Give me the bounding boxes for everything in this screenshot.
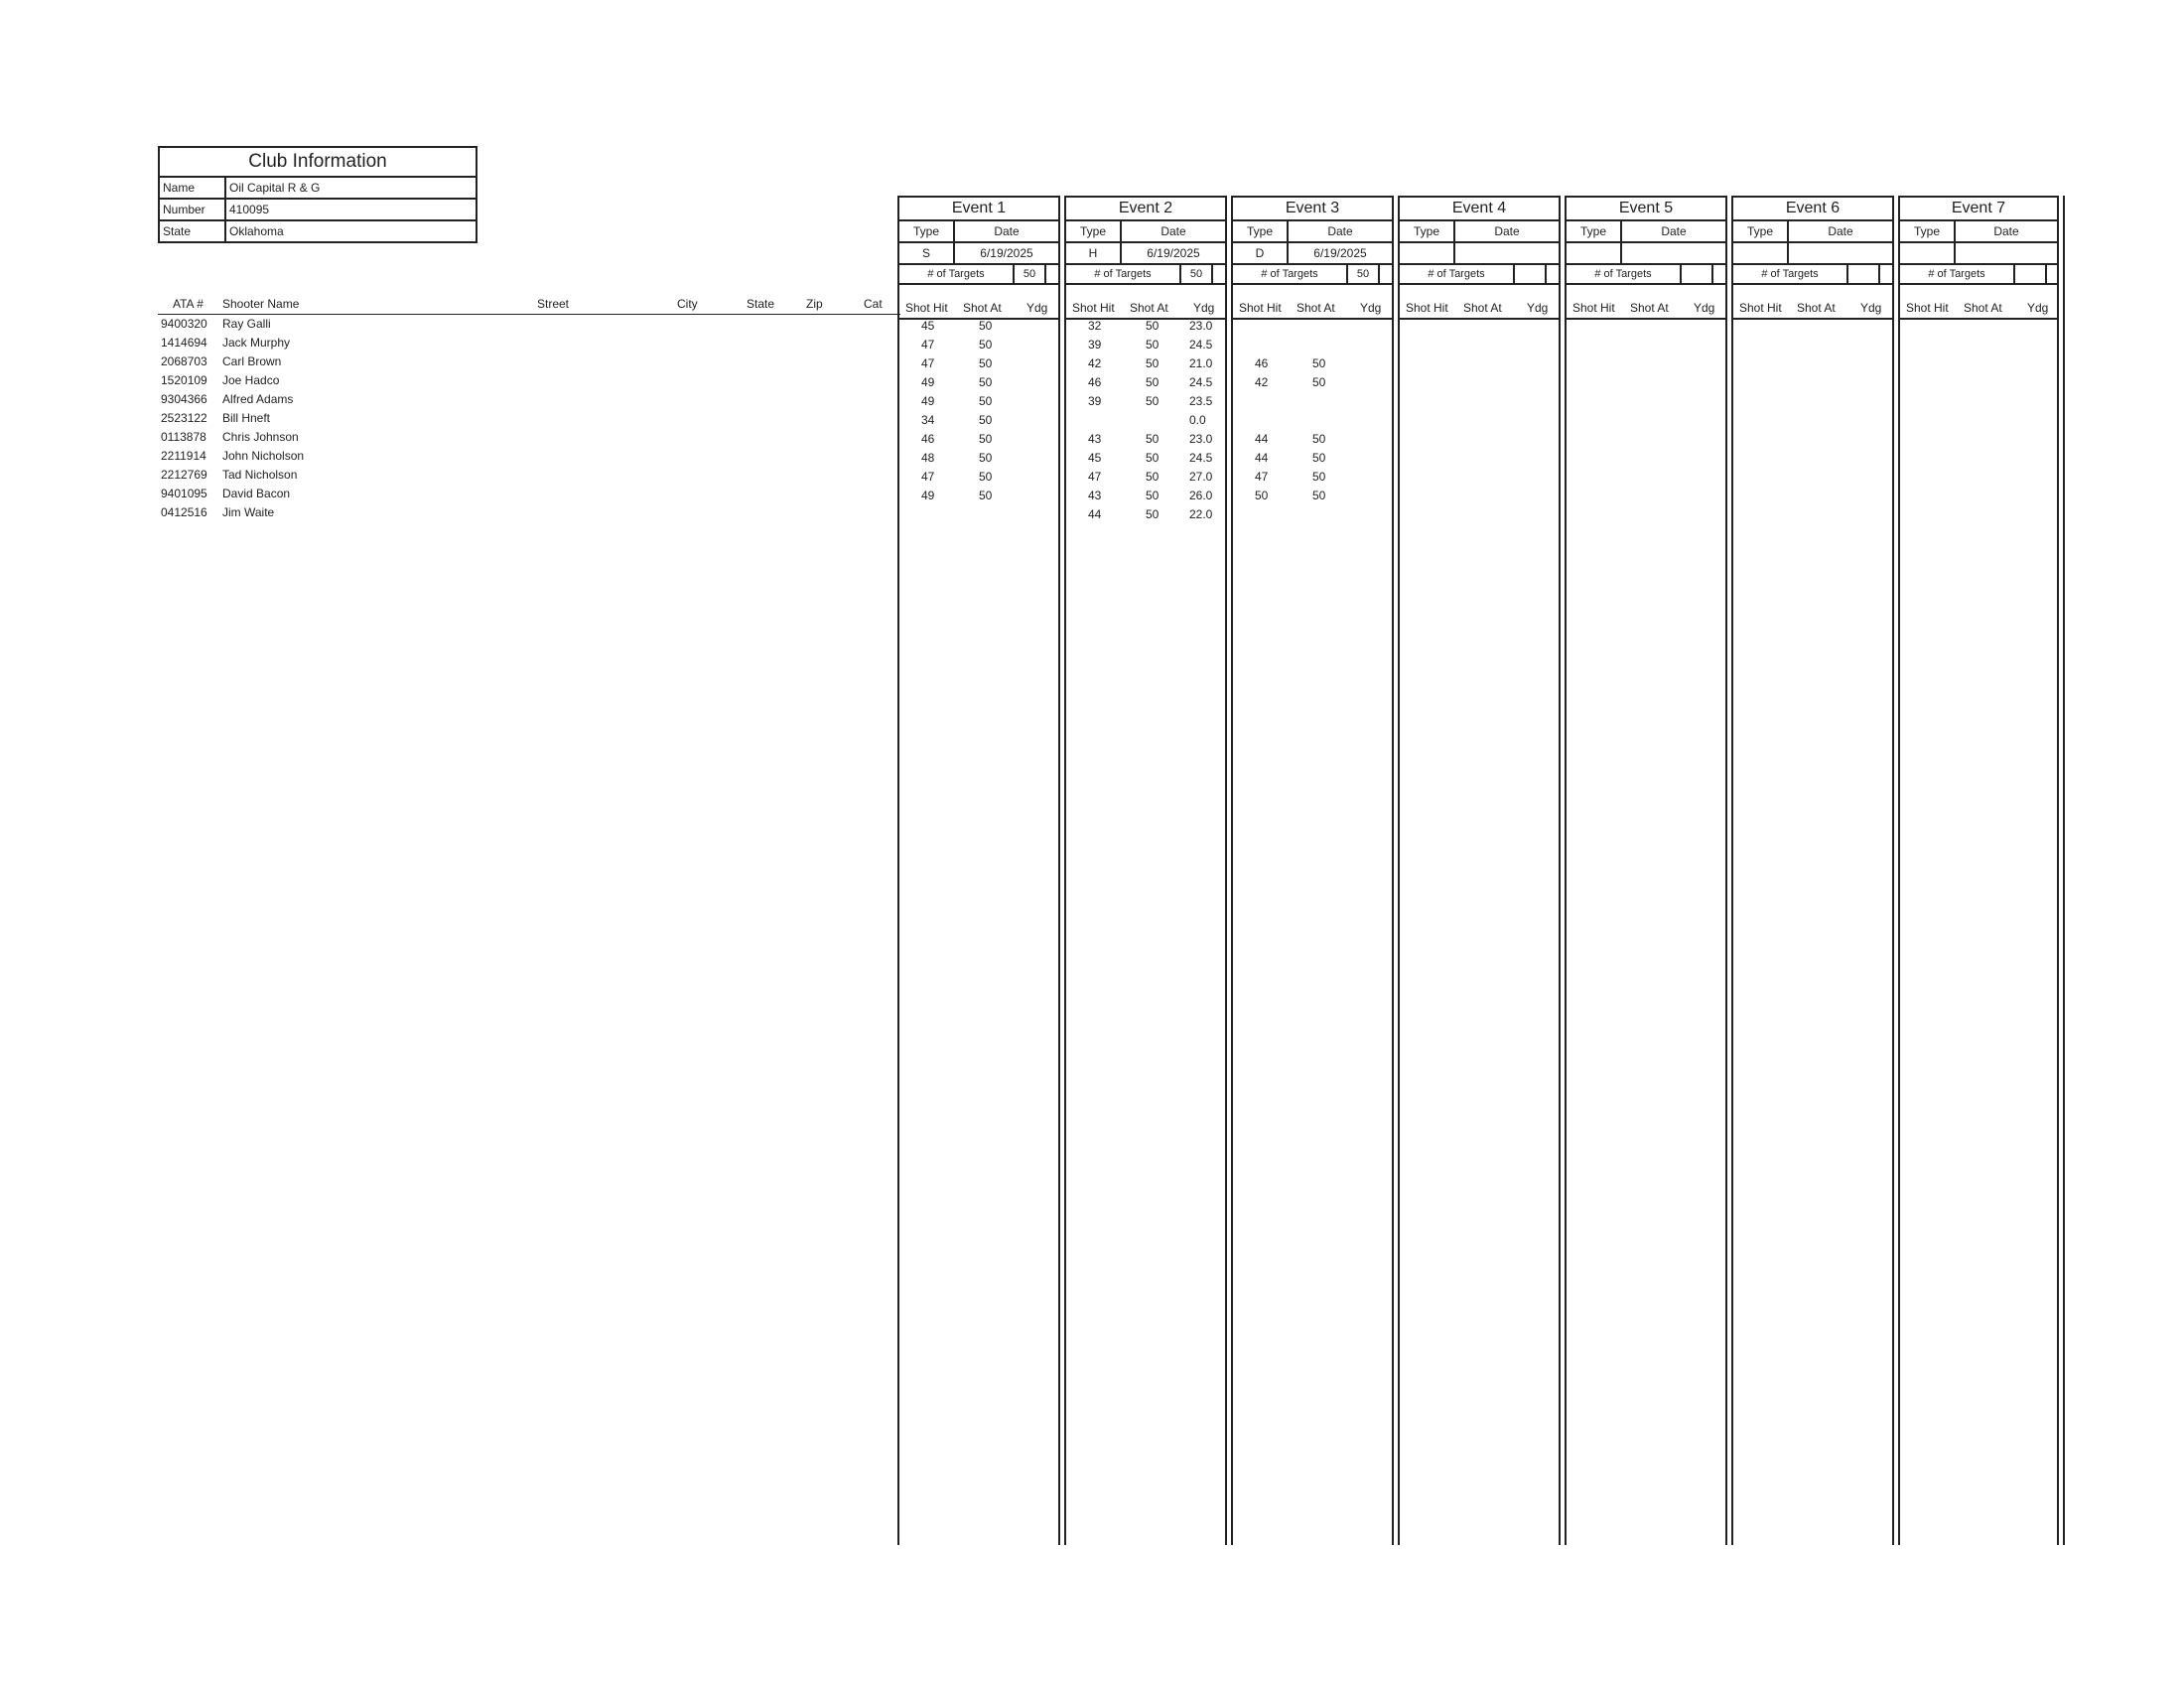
event-date-value: 6/19/2025 [1313,246,1367,260]
shooter-ata-number: 2523122 [161,411,207,425]
shot-at-value: 50 [979,489,993,502]
type-label: Type [1733,221,1789,241]
ydg-header: Ydg [1026,301,1048,315]
type-label: Type [1066,221,1122,241]
ydg-header: Ydg [1527,301,1549,315]
event-panel [1898,196,2059,1545]
event-title: Event 4 [1400,196,1559,221]
shot-at-value: 50 [1312,470,1326,484]
shot-at-value: 50 [979,470,993,484]
event-panel [1064,196,1227,1545]
shot-at-value: 50 [1146,338,1160,352]
shooter-ata-number: 2211914 [161,449,206,463]
event-title: Event 7 [1900,196,2057,221]
event-type-date-header [1400,221,1559,243]
event-date-value: 6/19/2025 [980,246,1033,260]
event-type-date-header [1733,221,1892,243]
event-date-value [1455,243,1559,263]
shooter-name: Jim Waite [222,505,275,519]
event-column-headers [1900,299,2057,320]
ydg-value: 24.5 [1189,338,1213,352]
event-targets-row [1900,265,2057,285]
shooter-name: Bill Hneft [222,411,271,425]
event-panel [1731,196,1894,1545]
shot-hit-header: Shot Hit [1072,301,1115,315]
shot-hit-value: 42 [1088,356,1102,370]
city-column-header: City [677,297,698,311]
shot-at-value: 50 [1146,319,1160,333]
shot-at-value: 50 [1146,451,1160,465]
shot-hit-value: 49 [921,375,935,389]
event-type-date-header [899,221,1058,243]
shot-hit-value: 47 [921,356,935,370]
event-targets-row [1066,265,1225,285]
shooter-name-column-header: Shooter Name [222,297,300,311]
event-type-date-values [1233,243,1392,265]
type-label: Type [899,221,955,241]
shooter-ata-number: 9401095 [161,487,207,500]
event-type-date-values [1900,243,2057,265]
shooter-name: John Nicholson [222,449,305,463]
shot-at-value: 50 [979,451,993,465]
club-information-table [158,146,478,243]
type-label: Type [1233,221,1289,241]
shot-hit-value: 48 [921,451,935,465]
ydg-value: 23.0 [1189,319,1213,333]
date-label: Date [1494,224,1520,238]
targets-label: # of Targets [1094,268,1152,280]
event-targets-value: 50 [1346,265,1380,283]
event-type-value: H [1066,243,1122,263]
event-type-date-values [1400,243,1559,265]
shooter-name: Carl Brown [222,354,282,368]
shot-at-value: 50 [1146,394,1160,408]
targets-label: # of Targets [1594,268,1652,280]
date-label: Date [1327,224,1353,238]
shot-hit-value: 47 [1088,470,1102,484]
event-column-headers [1567,299,1725,320]
state-column-header: State [747,297,775,311]
shot-at-value: 50 [1146,507,1160,521]
event-date-value [1956,243,2057,263]
shot-hit-value: 39 [1088,338,1102,352]
shot-at-value: 50 [1146,432,1160,446]
ydg-value: 0.0 [1189,413,1206,427]
event-title: Event 6 [1733,196,1892,221]
shooter-name: Jack Murphy [222,336,291,350]
date-label: Date [1828,224,1853,238]
event-panel [897,196,1060,1545]
shot-hit-value: 39 [1088,394,1102,408]
event-panel [1231,196,1394,1545]
ydg-header: Ydg [1694,301,1715,315]
shot-hit-header: Shot Hit [1239,301,1282,315]
event-targets-value: 50 [1013,265,1046,283]
shot-hit-value: 44 [1255,451,1269,465]
event-type-date-values [899,243,1058,265]
shot-at-value: 50 [979,432,993,446]
zip-column-header: Zip [806,297,823,311]
ydg-value: 24.5 [1189,375,1213,389]
shot-at-header: Shot At [1297,301,1335,315]
shooter-ata-number: 9304366 [161,392,207,406]
event-column-headers [1400,299,1559,320]
event-targets-row [1400,265,1559,285]
shot-at-value: 50 [979,413,993,427]
street-column-header: Street [537,297,570,311]
shooter-name: David Bacon [222,487,291,500]
event-targets-value [1846,265,1880,283]
targets-label: # of Targets [1428,268,1485,280]
shot-hit-header: Shot Hit [905,301,948,315]
event-type-date-header [1900,221,2057,243]
ydg-value: 21.0 [1189,356,1213,370]
shot-hit-value: 47 [921,338,935,352]
event-type-value: D [1233,243,1289,263]
event-targets-row [899,265,1058,285]
shot-hit-value: 46 [1088,375,1102,389]
shot-at-value: 50 [1312,451,1326,465]
ata-column-header: ATA # [173,297,204,311]
shooter-name: Joe Hadco [222,373,280,387]
event-targets-value: 50 [1179,265,1213,283]
event-type-date-values [1066,243,1225,265]
club-information-title: Club Information [158,146,478,178]
event-type-date-header [1233,221,1392,243]
event-type-date-header [1567,221,1725,243]
club-number-value: 410095 [229,203,270,216]
shooter-name: Chris Johnson [222,430,299,444]
targets-label: # of Targets [1928,268,1985,280]
club-name-value: Oil Capital R & G [229,181,321,195]
event-column-headers [1233,299,1392,320]
shot-at-value: 50 [1146,470,1160,484]
shot-hit-value: 45 [1088,451,1102,465]
shot-at-value: 50 [979,394,993,408]
event-type-date-values [1567,243,1725,265]
shooter-ata-number: 2212769 [161,468,207,482]
event-type-date-values [1733,243,1892,265]
shot-at-value: 50 [1146,489,1160,502]
ydg-value: 27.0 [1189,470,1213,484]
shot-at-value: 50 [979,375,993,389]
shot-hit-value: 43 [1088,432,1102,446]
shooter-ata-number: 9400320 [161,317,207,331]
shot-at-header: Shot At [1964,301,2002,315]
club-number-label: Number [160,200,226,219]
event-targets-row [1567,265,1725,285]
targets-label: # of Targets [927,268,985,280]
ydg-value: 26.0 [1189,489,1213,502]
date-label: Date [1160,224,1186,238]
shot-hit-value: 45 [921,319,935,333]
event-type-value [1400,243,1455,263]
event-column-headers [1733,299,1892,320]
ydg-header: Ydg [1860,301,1882,315]
event-title: Event 5 [1567,196,1725,221]
shot-at-value: 50 [979,356,993,370]
event-title: Event 1 [899,196,1058,221]
targets-label: # of Targets [1261,268,1318,280]
event-type-value [1900,243,1956,263]
shooter-name: Alfred Adams [222,392,294,406]
shot-hit-value: 43 [1088,489,1102,502]
shot-hit-value: 47 [1255,470,1269,484]
event-panel [1565,196,1727,1545]
event-type-date-header [1066,221,1225,243]
ydg-value: 24.5 [1189,451,1213,465]
shooter-ata-number: 2068703 [161,354,207,368]
shot-at-header: Shot At [1630,301,1669,315]
event-date-value [1622,243,1725,263]
shot-at-value: 50 [979,338,993,352]
club-name-label: Name [160,178,226,198]
date-label: Date [1993,224,2019,238]
club-number-row [158,200,478,221]
shot-at-value: 50 [979,319,993,333]
shot-hit-value: 34 [921,413,935,427]
shot-hit-value: 44 [1255,432,1269,446]
club-name-row [158,178,478,200]
shot-at-value: 50 [1146,375,1160,389]
cat-column-header: Cat [864,297,883,311]
type-label: Type [1900,221,1956,241]
shot-at-value: 50 [1312,489,1326,502]
club-state-row [158,221,478,243]
shooter-ata-number: 1520109 [161,373,207,387]
shot-hit-value: 32 [1088,319,1102,333]
shot-hit-value: 42 [1255,375,1269,389]
ydg-value: 23.0 [1189,432,1213,446]
shot-at-header: Shot At [1797,301,1836,315]
ydg-header: Ydg [1193,301,1215,315]
event-targets-value [1680,265,1713,283]
shot-hit-header: Shot Hit [1406,301,1448,315]
shot-hit-header: Shot Hit [1572,301,1615,315]
shot-hit-value: 46 [921,432,935,446]
event-title: Event 2 [1066,196,1225,221]
event-targets-row [1233,265,1392,285]
event-date-value: 6/19/2025 [1147,246,1200,260]
ydg-header: Ydg [1360,301,1382,315]
club-state-label: State [160,221,226,241]
shot-hit-value: 46 [1255,356,1269,370]
event-type-value [1567,243,1622,263]
event-type-value [1733,243,1789,263]
shot-at-value: 50 [1312,356,1326,370]
ydg-value: 22.0 [1189,507,1213,521]
shooter-name: Ray Galli [222,317,271,331]
shot-at-header: Shot At [1463,301,1502,315]
shot-hit-value: 47 [921,470,935,484]
type-label: Type [1567,221,1622,241]
event-title: Event 3 [1233,196,1392,221]
shot-at-value: 50 [1312,432,1326,446]
targets-label: # of Targets [1761,268,1819,280]
shooter-name: Tad Nicholson [222,468,298,482]
date-label: Date [994,224,1020,238]
shot-hit-value: 44 [1088,507,1102,521]
shot-hit-value: 49 [921,489,935,502]
shot-at-value: 50 [1146,356,1160,370]
shot-hit-header: Shot Hit [1906,301,1949,315]
shooter-ata-number: 0113878 [161,430,206,444]
shot-hit-value: 50 [1255,489,1269,502]
event-targets-value [2013,265,2047,283]
shooter-ata-number: 0412516 [161,505,207,519]
shot-at-value: 50 [1312,375,1326,389]
ydg-value: 23.5 [1189,394,1213,408]
event-panel [1398,196,1561,1545]
shooter-ata-number: 1414694 [161,336,207,350]
date-label: Date [1661,224,1687,238]
type-label: Type [1400,221,1455,241]
event-date-value [1789,243,1892,263]
shot-hit-value: 49 [921,394,935,408]
event-type-value: S [899,243,955,263]
club-state-value: Oklahoma [229,224,284,238]
shot-at-header: Shot At [963,301,1002,315]
event-targets-row [1733,265,1892,285]
ydg-header: Ydg [2027,301,2049,315]
shot-hit-header: Shot Hit [1739,301,1782,315]
event-targets-value [1513,265,1547,283]
shot-at-header: Shot At [1130,301,1168,315]
